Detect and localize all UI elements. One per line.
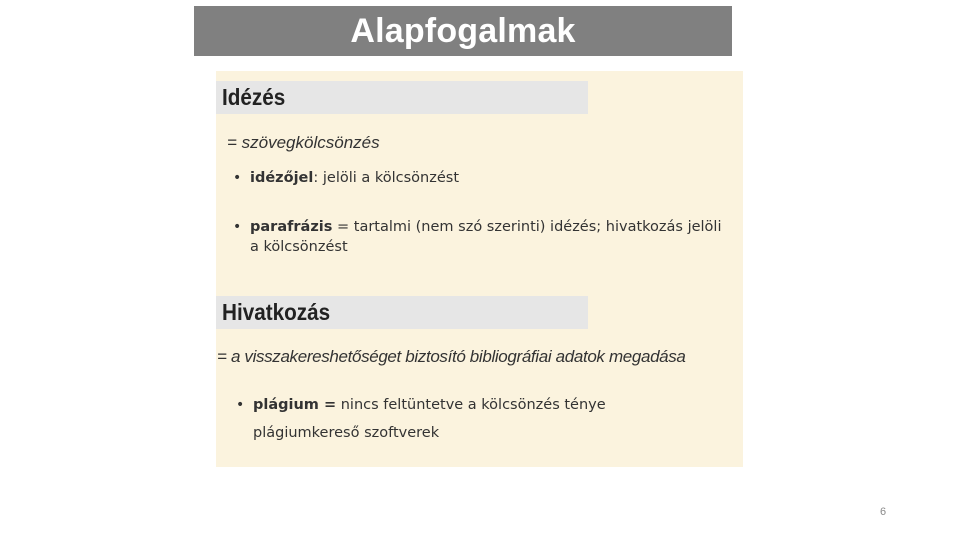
quote-definition: = szövegkölcsönzés	[227, 133, 380, 152]
bullet-text: : jelöli a kölcsönzést	[313, 170, 460, 186]
bullet-term: idézőjel	[250, 170, 314, 186]
reference-section-header	[216, 296, 588, 329]
quote-section-header	[216, 81, 588, 114]
bullet-dot: •	[236, 397, 245, 413]
title-bar	[194, 6, 732, 56]
content-image	[216, 71, 743, 467]
bullet-term: parafrázis	[250, 219, 333, 235]
slide-title: Alapfogalmak	[350, 11, 576, 50]
quote-header-label: Idézés	[222, 84, 286, 110]
bullet-term: plágium =	[253, 397, 337, 413]
bullet-dot: •	[233, 219, 242, 235]
page-number: 6	[879, 506, 887, 518]
bullet-dot: •	[233, 170, 242, 186]
reference-definition: = a visszakereshetőséget biztosító bibliográfiai adatok megadása	[217, 347, 686, 366]
bullet-text: = tartalmi (nem szó szerinti) idézés; hivatkozás jelöli a kölcsönzést	[250, 219, 722, 255]
plagiarism-software-line: plágiumkereső szoftverek	[253, 425, 440, 441]
bullet-text: nincs feltüntetve a kölcsönzés ténye	[336, 397, 606, 413]
reference-header-label: Hivatkozás	[222, 299, 331, 325]
bullet-paraphrase	[233, 217, 730, 257]
bullet-plagiarism	[236, 395, 693, 415]
bullet-quote-mark	[233, 168, 720, 188]
